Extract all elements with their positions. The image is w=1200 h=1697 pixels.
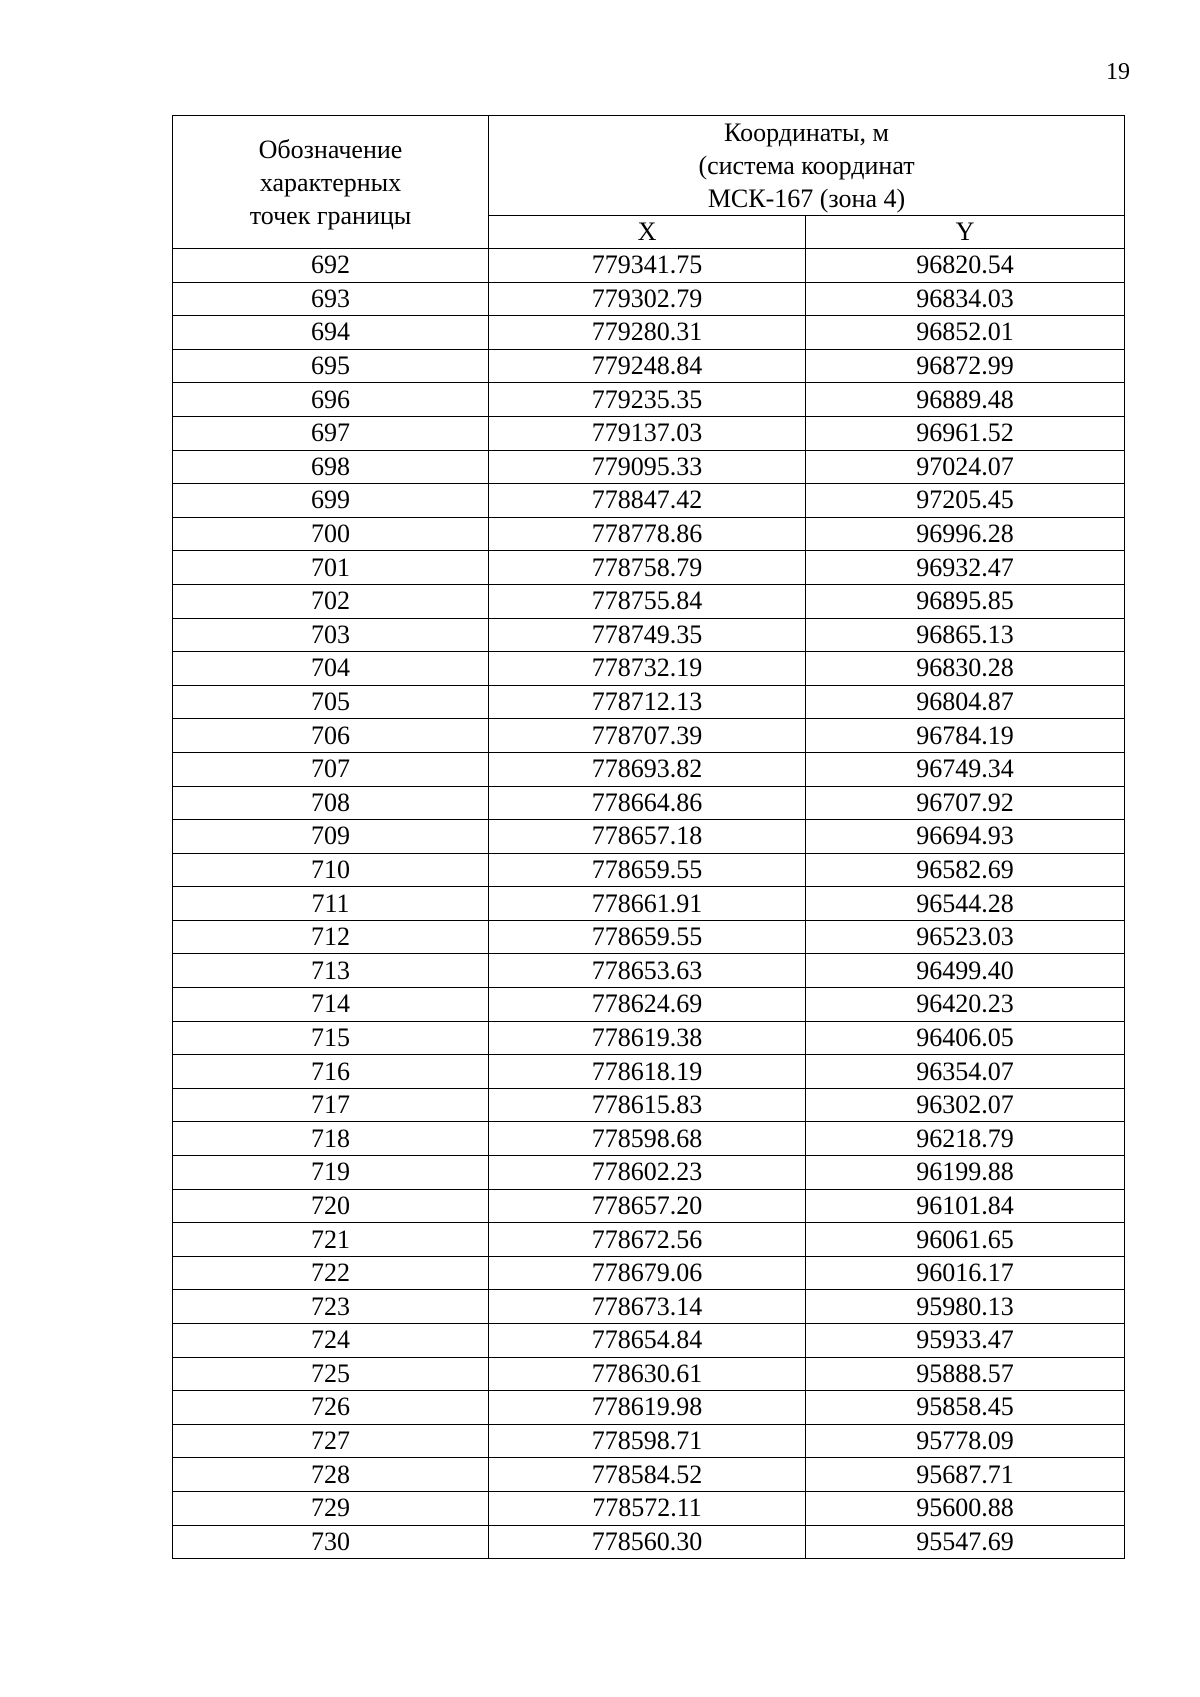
table-row (173, 551, 1125, 585)
table-row (173, 1391, 1125, 1425)
point-cell: 717 (173, 1088, 489, 1122)
y-cell: 96707.92 (806, 786, 1125, 820)
x-cell: 778618.19 (489, 1055, 806, 1089)
table-row (173, 416, 1125, 450)
point-cell: 715 (173, 1021, 489, 1055)
y-cell: 96784.19 (806, 719, 1125, 753)
x-cell: 779341.75 (489, 249, 806, 283)
y-cell: 96830.28 (806, 652, 1125, 686)
table-row (173, 1357, 1125, 1391)
point-cell: 724 (173, 1324, 489, 1358)
table-row (173, 1491, 1125, 1525)
y-cell: 97205.45 (806, 484, 1125, 518)
point-cell: 700 (173, 517, 489, 551)
y-cell: 96420.23 (806, 988, 1125, 1022)
point-cell: 692 (173, 249, 489, 283)
x-cell: 778707.39 (489, 719, 806, 753)
point-cell: 701 (173, 551, 489, 585)
y-cell: 96582.69 (806, 853, 1125, 887)
header-point-line-1: Обозначение (258, 134, 403, 164)
x-cell: 779095.33 (489, 450, 806, 484)
x-cell: 778758.79 (489, 551, 806, 585)
point-cell: 711 (173, 887, 489, 921)
point-cell: 706 (173, 719, 489, 753)
table-row (173, 1156, 1125, 1190)
point-cell: 716 (173, 1055, 489, 1089)
point-cell: 718 (173, 1122, 489, 1156)
y-cell: 95600.88 (806, 1491, 1125, 1525)
x-cell: 778693.82 (489, 752, 806, 786)
table-row (173, 1324, 1125, 1358)
table-row (173, 954, 1125, 988)
y-cell: 96694.93 (806, 820, 1125, 854)
x-cell: 779302.79 (489, 282, 806, 316)
table-row (173, 820, 1125, 854)
table-row (173, 517, 1125, 551)
header-coordinates (489, 116, 1125, 216)
table-row (173, 349, 1125, 383)
x-cell: 778602.23 (489, 1156, 806, 1190)
point-cell: 729 (173, 1491, 489, 1525)
page-number: 19 (1106, 59, 1130, 85)
x-cell: 778624.69 (489, 988, 806, 1022)
table-row (173, 1055, 1125, 1089)
y-cell: 96852.01 (806, 316, 1125, 350)
x-cell: 779137.03 (489, 416, 806, 450)
x-cell: 778615.83 (489, 1088, 806, 1122)
x-cell: 778657.18 (489, 820, 806, 854)
table-row (173, 484, 1125, 518)
y-cell: 96872.99 (806, 349, 1125, 383)
y-cell: 95888.57 (806, 1357, 1125, 1391)
y-cell: 96749.34 (806, 752, 1125, 786)
point-cell: 696 (173, 383, 489, 417)
table-header (173, 116, 1125, 249)
x-cell: 778712.13 (489, 685, 806, 719)
table-row (173, 1290, 1125, 1324)
y-cell: 96895.85 (806, 584, 1125, 618)
point-cell: 697 (173, 416, 489, 450)
point-cell: 702 (173, 584, 489, 618)
y-cell: 96932.47 (806, 551, 1125, 585)
x-cell: 778664.86 (489, 786, 806, 820)
y-cell: 96061.65 (806, 1223, 1125, 1257)
point-cell: 694 (173, 316, 489, 350)
y-cell: 95858.45 (806, 1391, 1125, 1425)
table-row (173, 652, 1125, 686)
y-cell: 96523.03 (806, 920, 1125, 954)
table-row (173, 887, 1125, 921)
y-cell: 97024.07 (806, 450, 1125, 484)
x-cell: 779280.31 (489, 316, 806, 350)
y-cell: 96961.52 (806, 416, 1125, 450)
x-cell: 778659.55 (489, 853, 806, 887)
table-row (173, 988, 1125, 1022)
point-cell: 714 (173, 988, 489, 1022)
table-row (173, 584, 1125, 618)
x-cell: 778630.61 (489, 1357, 806, 1391)
point-cell: 720 (173, 1189, 489, 1223)
table-row (173, 1021, 1125, 1055)
table-row (173, 316, 1125, 350)
header-point-line-2: характерных (259, 167, 402, 197)
y-cell: 96499.40 (806, 954, 1125, 988)
table-row (173, 249, 1125, 283)
y-cell: 95687.71 (806, 1458, 1125, 1492)
x-cell: 778673.14 (489, 1290, 806, 1324)
y-cell: 96544.28 (806, 887, 1125, 921)
table-row (173, 786, 1125, 820)
y-cell: 96218.79 (806, 1122, 1125, 1156)
table-row (173, 1088, 1125, 1122)
table-row (173, 450, 1125, 484)
x-cell: 778653.63 (489, 954, 806, 988)
table-row (173, 920, 1125, 954)
point-cell: 709 (173, 820, 489, 854)
table-row (173, 282, 1125, 316)
x-cell: 778661.91 (489, 887, 806, 921)
header-coords-line-1: Координаты, м (724, 118, 889, 147)
y-cell: 96199.88 (806, 1156, 1125, 1190)
x-cell: 778847.42 (489, 484, 806, 518)
y-cell: 95547.69 (806, 1525, 1125, 1559)
x-cell: 778598.71 (489, 1424, 806, 1458)
y-cell: 96016.17 (806, 1256, 1125, 1290)
point-cell: 708 (173, 786, 489, 820)
x-cell: 778619.98 (489, 1391, 806, 1425)
point-cell: 712 (173, 920, 489, 954)
table-row (173, 618, 1125, 652)
y-cell: 96804.87 (806, 685, 1125, 719)
point-cell: 693 (173, 282, 489, 316)
coordinates-table (172, 115, 1125, 1559)
table-row (173, 1256, 1125, 1290)
point-cell: 710 (173, 853, 489, 887)
point-cell: 704 (173, 652, 489, 686)
point-cell: 721 (173, 1223, 489, 1257)
y-cell: 96865.13 (806, 618, 1125, 652)
table-body (173, 249, 1125, 1559)
header-coords-line-3: МСК-167 (зона 4) (707, 184, 906, 213)
header-point-line-3: точек границы (249, 200, 412, 230)
x-cell: 778778.86 (489, 517, 806, 551)
y-cell: 96820.54 (806, 249, 1125, 283)
x-cell: 779248.84 (489, 349, 806, 383)
x-cell: 778560.30 (489, 1525, 806, 1559)
table-row (173, 1525, 1125, 1559)
table-row (173, 685, 1125, 719)
point-cell: 705 (173, 685, 489, 719)
table-row (173, 1223, 1125, 1257)
table-row (173, 1122, 1125, 1156)
y-cell: 95980.13 (806, 1290, 1125, 1324)
x-cell: 778755.84 (489, 584, 806, 618)
header-y: Y (806, 216, 1125, 249)
x-cell: 779235.35 (489, 383, 806, 417)
x-cell: 778598.68 (489, 1122, 806, 1156)
y-cell: 95778.09 (806, 1424, 1125, 1458)
y-cell: 96354.07 (806, 1055, 1125, 1089)
point-cell: 703 (173, 618, 489, 652)
table-row (173, 1424, 1125, 1458)
header-point-designation (173, 116, 489, 249)
table-row (173, 1458, 1125, 1492)
x-cell: 778732.19 (489, 652, 806, 686)
point-cell: 727 (173, 1424, 489, 1458)
point-cell: 698 (173, 450, 489, 484)
y-cell: 96302.07 (806, 1088, 1125, 1122)
point-cell: 713 (173, 954, 489, 988)
x-cell: 778679.06 (489, 1256, 806, 1290)
point-cell: 707 (173, 752, 489, 786)
y-cell: 96101.84 (806, 1189, 1125, 1223)
x-cell: 778657.20 (489, 1189, 806, 1223)
point-cell: 722 (173, 1256, 489, 1290)
y-cell: 96889.48 (806, 383, 1125, 417)
table-row (173, 853, 1125, 887)
x-cell: 778619.38 (489, 1021, 806, 1055)
table-row (173, 383, 1125, 417)
point-cell: 726 (173, 1391, 489, 1425)
y-cell: 96406.05 (806, 1021, 1125, 1055)
point-cell: 719 (173, 1156, 489, 1190)
table-row (173, 719, 1125, 753)
y-cell: 95933.47 (806, 1324, 1125, 1358)
x-cell: 778584.52 (489, 1458, 806, 1492)
point-cell: 730 (173, 1525, 489, 1559)
table-row (173, 1189, 1125, 1223)
point-cell: 695 (173, 349, 489, 383)
point-cell: 725 (173, 1357, 489, 1391)
point-cell: 728 (173, 1458, 489, 1492)
x-cell: 778659.55 (489, 920, 806, 954)
header-coords-line-2: (система координат (698, 151, 915, 180)
x-cell: 778672.56 (489, 1223, 806, 1257)
x-cell: 778654.84 (489, 1324, 806, 1358)
point-cell: 699 (173, 484, 489, 518)
x-cell: 778749.35 (489, 618, 806, 652)
x-cell: 778572.11 (489, 1491, 806, 1525)
y-cell: 96996.28 (806, 517, 1125, 551)
header-x: X (489, 216, 806, 249)
point-cell: 723 (173, 1290, 489, 1324)
table-row (173, 752, 1125, 786)
y-cell: 96834.03 (806, 282, 1125, 316)
